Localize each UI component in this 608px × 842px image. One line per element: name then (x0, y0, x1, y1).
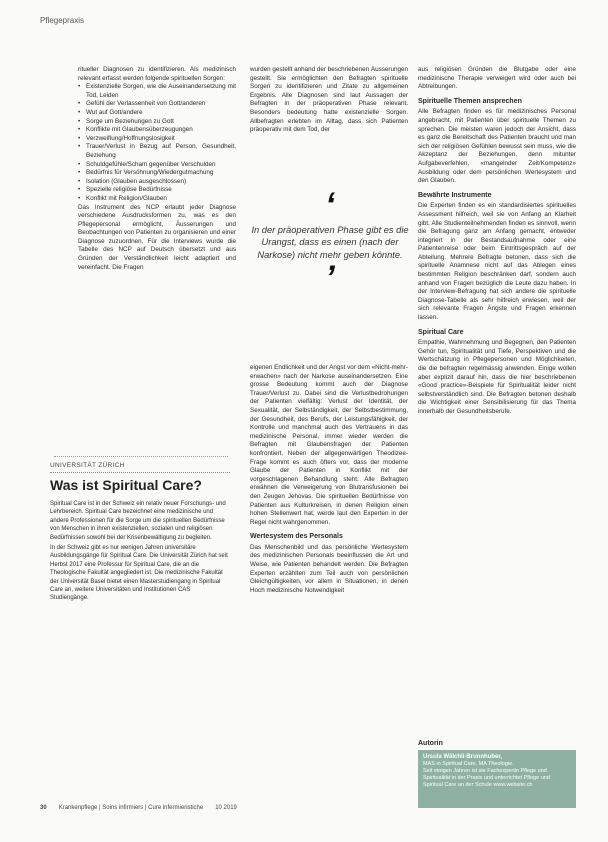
col3-paragraph-themes: Alle Befragten finden es für medizinisches Personal angebracht, mit Patienten über spirituelle Themen zu sprechen. Die meisten waren jedoch der Ansicht, dass es ganz die Bereitschaft des Patienten braucht und man sich der religiösen Gefühlen bewusst sein muss, wie die Akzeptanz der Beziehungen, denn mitunter Aufgabeverfehlen, «mangelnder Zeit/Kompetenz» Ausbildung oder dem persönlichen Wertesystem und den Glauben. (418, 108, 576, 185)
page-footer (40, 805, 580, 811)
col1-intro: ritueller Diagnosen zu identifizieren. Als medizinisch relevant erfasst werden folgende spirituellen Sorgen: (78, 66, 236, 82)
sidebar-box (50, 462, 230, 818)
col2-subhead: Wertesystem des Personals (250, 533, 343, 541)
col3-paragraph-instruments: Die Experten finden es ein standardisiertes spirituelles Assessment hilfreich, weil sie von Anfang an Klarheit gibt. Alle Studienteilnehmenden finden es sinnvoll, wenn die Befragung ganz am Anfang gemacht, entweder integriert in der Bestandsaufnahme oder eine Patientenreise oder beim Eintrittsgespräch auf der Abteilung. Mehrere Befragte betonen, dass sich die spirituelle Anamnese nicht auf das Ablegen eines bestimmten Religion beschränken darf, sondern auch anhand von Fragen bezüglich die Leute dazu haben. In der Interview-Befragung hat sich andere die spirituelle Diagnose-Tabelle als sehr hilfreich erwiesen, weil der sich relevante Fragen Ängste und Fragen erkennen lassen. (418, 202, 576, 322)
col2-middle-paragraph: eigenen Endlichkeit und der Angst vor dem «Nicht-mehr-erwachen» nach der Narkose auseinandersetzen. Eine grosse Bedeutung kommt auch der Diagnose Trauer/Verlust zu. Dabei sind die Verlustbedrohungen der Patienten vielfältig: Verlust der Identität, der Sexualität, der Selbständigkeit, der Selbstbestimmung, der Gesundheit, des Berufs, der Leistungsfähigkeit, der Kontrolle und manchmal auch des Vertrauens in das medizinische Personal, immer wieder werden die Befragten mit Glaubensfragen der Patienten konfrontiert. Neben der allgegenwärtigen Theodizee-Frage kommt es auch öfters vor, dass der moderne Glaube der Patienten in Konflikt mit der vorgeschlagenen Behandlung steht. Alle Befragten erwähnen die Verweigerung von Blutransfusionen bei den Zeugen Jehovas. Die spirituellen Bedürfnisse von Patienten aus Kulturkreisen, in denen Religion einen hohen Stellenwert hat, werde laut den Experten in der Regel nicht wahrgenommen. (250, 364, 408, 526)
column-3 (418, 66, 576, 736)
list-item: • Existenzielle Sorgen, wie die Auseinandersetzung mit Tod, Leiden (78, 83, 236, 100)
col2-top-paragraph: wurden gestellt anhand der beschriebenen Äusserungen gestellt. Sie ermöglichten den Befragten spirituelle Sorgen zu identifizieren und Zitate zu allgemeinen Ergebnis. Alle Diagnosen sind laut Aussagen der Befragten in der präoperativen Phase relevant. Besonders bedeutung hatte existenzielle Sorgen. Allbefragten erlebten im Alltag, dass sich Patienten präoperativ mit dem Tod, der (250, 66, 408, 134)
column-1 (78, 66, 236, 272)
author-panel (418, 750, 576, 808)
sidebar-body (50, 500, 230, 603)
issue-number: 10 2019 (215, 805, 237, 811)
col3-subhead-themes: Spirituelle Themen ansprechen (418, 97, 522, 105)
list-item: • Sorge um Beziehungen zu Gott (78, 118, 236, 127)
col3-subhead-spiritual-care: Spiritual Care (418, 328, 464, 336)
author-detail: Seit einigen Jahren ist sie Fachexpertin Pflege und Spiritualität in der Praxis und unterrichtet Pflege und Spiritual Care an der Schule www.website.ch (423, 768, 550, 788)
author-name: Ursula Wälchli-Brunnhuber, (423, 754, 503, 760)
list-item: • Verzweiflung/Hoffnungslosigkeit (78, 135, 236, 144)
quote-close-mark: ’ (325, 259, 335, 298)
quote-text: In der präoperativen Phase gibt es die Urangst, dass es einen (nach der Narkose) nicht mehr geben könnte. (251, 225, 409, 260)
column-2-bottom (250, 364, 408, 800)
col3-top-paragraph: aus religiösen Gründen die Blutgabe oder eine medizinische Therapie verweigert wird oder auch bei Abtreibungen. (418, 66, 576, 91)
col1-paragraph: Das Instrument des NCP erlaubt jeder Diagnose verschiedene Ausdrucksformen zu, was es den Pflegepersonal ermöglicht, Äusserungen und Beobachtungen von Patienten zu organisieren und einer Diagnose zuzuordnen. Für die Interviews wurde die Tabelle des NCP auf Deutsch übersetzt und aus Gründen der Verständlichkeit leicht adaptiert und vereinfacht. Die Fragen (78, 203, 236, 271)
quote-open-mark: ‘ (325, 186, 335, 224)
journal-name: Krankenpflege | Soins infirmiers | Cure infermieristiche (58, 805, 204, 811)
author-label: Autorin (418, 740, 443, 747)
sidebar-paragraph: In der Schweiz gibt es nur wenigen Jahren universitäre Ausbildungsgänge für Spiritual Care. Die Universität Zürich hat seit Herbst 2017 eine Professur für Spiritual Care, die an die Theologische Fakultät angegliedert ist. Die medizinische Fakultät der Universität Basel bietet einen Masterstudiengang in Spiritual Care an, weitere Universitäten und Institutionen CAS Studiengänge. (50, 545, 228, 602)
list-item: • Wut auf Gott/andere (78, 109, 236, 118)
list-item: • Isolation (Glauben ausgeschlossen) (78, 178, 236, 187)
list-item: • Bedürfnis für Versöhnung/Wiedergutmachung (78, 169, 236, 178)
list-item: • Trauer/Verlust in Bezug auf Person, Gesundheit, Beziehung (78, 143, 236, 160)
col2-bottom-paragraph: Das Menschenbild und das persönliche Wertesystem des medizinischen Personals beeinflussen die Art und Weise, wie Patienten behandelt werden. Die Befragten Experten erzählten zum Teil auch von persönlichen Gleichgültigkeiten, vor allem in Situationen, in denen Hoch medizinische Notwendigkeit (250, 543, 408, 594)
sidebar-paragraph: Spiritual Care ist in der Schweiz ein relativ neuer Forschungs- und Lehrbereich. Spiritual Care bezeichnet eine medizinische und andere Professionen für die Sorge um die spirituellen Bedürfnisse von Menschen in ihren existenziellen, sozialen und religiösen Bedürfnissen sowohl bei der Krisenbewältigung zu begleiten. (50, 501, 226, 541)
pull-quote (250, 186, 410, 350)
section-label: Pflegepraxis (40, 16, 85, 25)
column-2-top (250, 66, 408, 186)
col3-subhead-instruments: Bewährte Instrumente (418, 191, 492, 199)
spiritual-concerns-list (78, 83, 236, 203)
sidebar-title: Was ist Spiritual Care? (50, 477, 202, 493)
list-item: • Spezielle religiöse Bedürfnisse (78, 186, 236, 195)
list-item: • Konflikte mit Glaubensüberzeugungen (78, 126, 236, 135)
col3-paragraph-spiritual-care: Empathie, Wahrnehmung und Begegnen, den Patienten Gehör tun, Spiritualität und Tiefe, Perspektiven und die Wertschätzung in Pflegepersonen und Möglichkeiten, die die befragten regelmässig anwenden. Einige wollen aber explizit darauf hin, dass die hier beschriebenen «Good practice»-Beispiele für Spiritualität leider nicht selbstverständlich sind. Die Befragten betonen deshalb die Wichtigkeit einer Sensibilisierung für das Thema innerhalb der Gesundheitsberufe. (418, 339, 576, 415)
list-item: • Konflikt mit Religion/Glauben (78, 195, 236, 204)
page-number: 30 (40, 805, 47, 811)
list-item: • Gefühl der Verlassenheit von Gott/anderen (78, 100, 236, 109)
sidebar-divider (54, 456, 228, 457)
sidebar-kicker: UNIVERSITÄT ZÜRICH (50, 462, 230, 473)
author-role: MAS in Spiritual Care, MA Theologie. (423, 761, 514, 767)
list-item: • Schuldgefühle/Scham gegenüber Verschulden (78, 161, 236, 170)
